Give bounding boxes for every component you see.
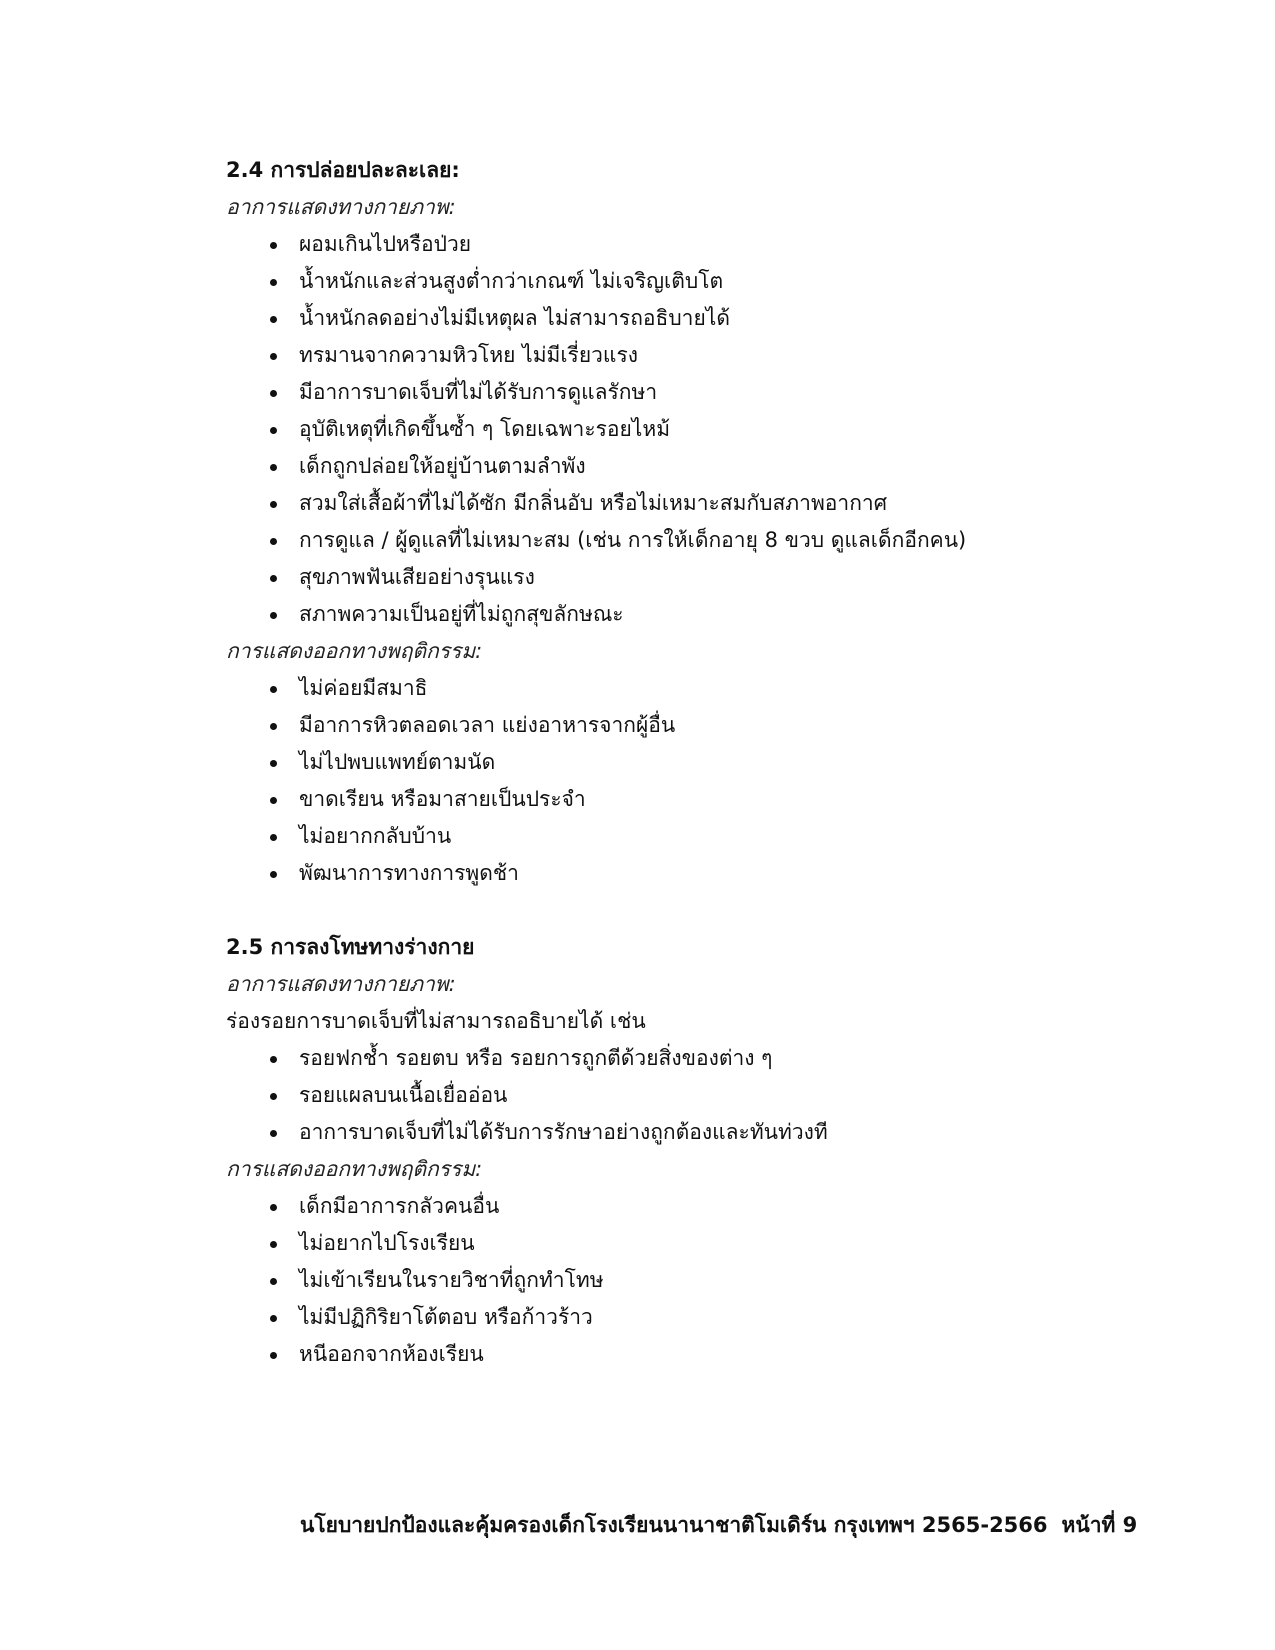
- bullet-icon: [270, 1278, 277, 1285]
- bullet-icon: [270, 834, 277, 841]
- page-content: [226, 152, 1206, 1373]
- list-item: [226, 263, 1206, 300]
- bullet-icon: [270, 242, 277, 249]
- bullet-icon: [270, 279, 277, 286]
- list-item: [226, 411, 1206, 448]
- list-item-text: ผอมเกินไปหรือป่วย: [299, 232, 472, 256]
- list-item: [226, 1040, 1206, 1077]
- list-item-text: ไม่อยากกลับบ้าน: [299, 824, 452, 848]
- list-item: [226, 1262, 1206, 1299]
- list-item-text: อาการบาดเจ็บที่ไม่ได้รับการรักษาอย่างถูกต้องและทันท่วงที: [299, 1120, 828, 1144]
- list-item-text: การดูแล / ผู้ดูแลที่ไม่เหมาะสม (เช่น การให้เด็กอายุ 8 ขวบ ดูแลเด็กอีกคน): [299, 528, 967, 552]
- bullet-icon: [270, 686, 277, 693]
- list-item: [226, 300, 1206, 337]
- section-2-5-behavior-list: [226, 1188, 1206, 1373]
- list-item: [226, 522, 1206, 559]
- list-item-text: เด็กมีอาการกลัวคนอื่น: [299, 1194, 500, 1218]
- section-2-4-title: 2.4 การปล่อยปละละเลย:: [226, 158, 460, 182]
- list-item-text: อุบัติเหตุที่เกิดขึ้นซ้ำ ๆ โดยเฉพาะรอยไหม้: [299, 417, 671, 441]
- list-item-text: ไม่ไปพบแพทย์ตามนัด: [299, 750, 496, 774]
- list-item: [226, 781, 1206, 818]
- bullet-icon: [270, 427, 277, 434]
- list-item-text: น้ำหนักและส่วนสูงต่ำกว่าเกณฑ์ ไม่เจริญเติบโต: [299, 269, 724, 293]
- section-2-5-physical-list: [226, 1040, 1206, 1151]
- list-item: [226, 1077, 1206, 1114]
- list-item-text: หนีออกจากห้องเรียน: [299, 1342, 484, 1366]
- list-item-text: สภาพความเป็นอยู่ที่ไม่ถูกสุขลักษณะ: [299, 602, 624, 626]
- list-item: [226, 1114, 1206, 1151]
- footer-policy-text: นโยบายปกป้องและคุ้มครองเด็กโรงเรียนนานาชาติโมเดิร์น กรุงเทพฯ 2565-2566: [300, 1513, 1048, 1537]
- bullet-icon: [270, 353, 277, 360]
- list-item-text: รอยแผลบนเนื้อเยื่ออ่อน: [299, 1083, 508, 1107]
- bullet-icon: [270, 723, 277, 730]
- list-item: [226, 226, 1206, 263]
- list-item: [226, 559, 1206, 596]
- list-item: [226, 670, 1206, 707]
- page-footer: [300, 1510, 1138, 1540]
- section-2-5-physical-heading: อาการแสดงทางกายภาพ:: [226, 972, 456, 996]
- section-2-5-title: 2.5 การลงโทษทางร่างกาย: [226, 935, 475, 959]
- list-item: [226, 374, 1206, 411]
- list-item-text: สวมใส่เสื้อผ้าที่ไม่ได้ซัก มีกลิ่นอับ หรือไม่เหมาะสมกับสภาพอากาศ: [299, 491, 888, 515]
- list-item-text: เด็กถูกปล่อยให้อยู่บ้านตามลำพัง: [299, 454, 586, 478]
- bullet-icon: [270, 1093, 277, 1100]
- page-number: หน้าที่ 9: [1061, 1513, 1138, 1537]
- list-item-text: ขาดเรียน หรือมาสายเป็นประจำ: [299, 787, 586, 811]
- bullet-icon: [270, 575, 277, 582]
- bullet-icon: [270, 1204, 277, 1211]
- section-2-4-behavior-heading: การแสดงออกทางพฤติกรรม:: [226, 639, 483, 663]
- list-item-text: ทรมานจากความหิวโหย ไม่มีเรี่ยวแรง: [299, 343, 639, 367]
- section-2-5-behavior-heading: การแสดงออกทางพฤติกรรม:: [226, 1157, 483, 1181]
- bullet-icon: [270, 390, 277, 397]
- bullet-icon: [270, 760, 277, 767]
- list-item: [226, 707, 1206, 744]
- bullet-icon: [270, 797, 277, 804]
- list-item-text: พัฒนาการทางการพูดช้า: [299, 861, 519, 885]
- list-item: [226, 818, 1206, 855]
- list-item: [226, 485, 1206, 522]
- list-item-text: มีอาการบาดเจ็บที่ไม่ได้รับการดูแลรักษา: [299, 380, 658, 404]
- list-item-text: สุขภาพฟันเสียอย่างรุนแรง: [299, 565, 535, 589]
- bullet-icon: [270, 1056, 277, 1063]
- section-2-5-physical-intro: ร่องรอยการบาดเจ็บที่ไม่สามารถอธิบายได้ เช่น: [226, 1009, 646, 1033]
- bullet-icon: [270, 1352, 277, 1359]
- list-item-text: ไม่ค่อยมีสมาธิ: [299, 676, 428, 700]
- bullet-icon: [270, 501, 277, 508]
- list-item: [226, 1299, 1206, 1336]
- list-item-text: มีอาการหิวตลอดเวลา แย่งอาหารจากผู้อื่น: [299, 713, 676, 737]
- list-item: [226, 855, 1206, 892]
- list-item: [226, 1225, 1206, 1262]
- list-item-text: น้ำหนักลดอย่างไม่มีเหตุผล ไม่สามารถอธิบายได้: [299, 306, 730, 330]
- bullet-icon: [270, 316, 277, 323]
- list-item-text: รอยฟกช้ำ รอยตบ หรือ รอยการถูกตีด้วยสิ่งของต่าง ๆ: [299, 1046, 773, 1070]
- section-spacer: [226, 892, 1206, 929]
- list-item: [226, 448, 1206, 485]
- section-2-4-physical-heading: อาการแสดงทางกายภาพ:: [226, 195, 456, 219]
- list-item: [226, 1188, 1206, 1225]
- list-item-text: ไม่เข้าเรียนในรายวิชาที่ถูกทำโทษ: [299, 1268, 604, 1292]
- list-item: [226, 744, 1206, 781]
- section-2-4-behavior-list: [226, 670, 1206, 892]
- bullet-icon: [270, 612, 277, 619]
- list-item-text: ไม่อยากไปโรงเรียน: [299, 1231, 475, 1255]
- bullet-icon: [270, 538, 277, 545]
- bullet-icon: [270, 1130, 277, 1137]
- list-item-text: ไม่มีปฏิกิริยาโต้ตอบ หรือก้าวร้าว: [299, 1305, 593, 1329]
- section-2-4-physical-list: [226, 226, 1206, 633]
- bullet-icon: [270, 464, 277, 471]
- list-item: [226, 1336, 1206, 1373]
- list-item: [226, 337, 1206, 374]
- bullet-icon: [270, 871, 277, 878]
- list-item: [226, 596, 1206, 633]
- bullet-icon: [270, 1241, 277, 1248]
- bullet-icon: [270, 1315, 277, 1322]
